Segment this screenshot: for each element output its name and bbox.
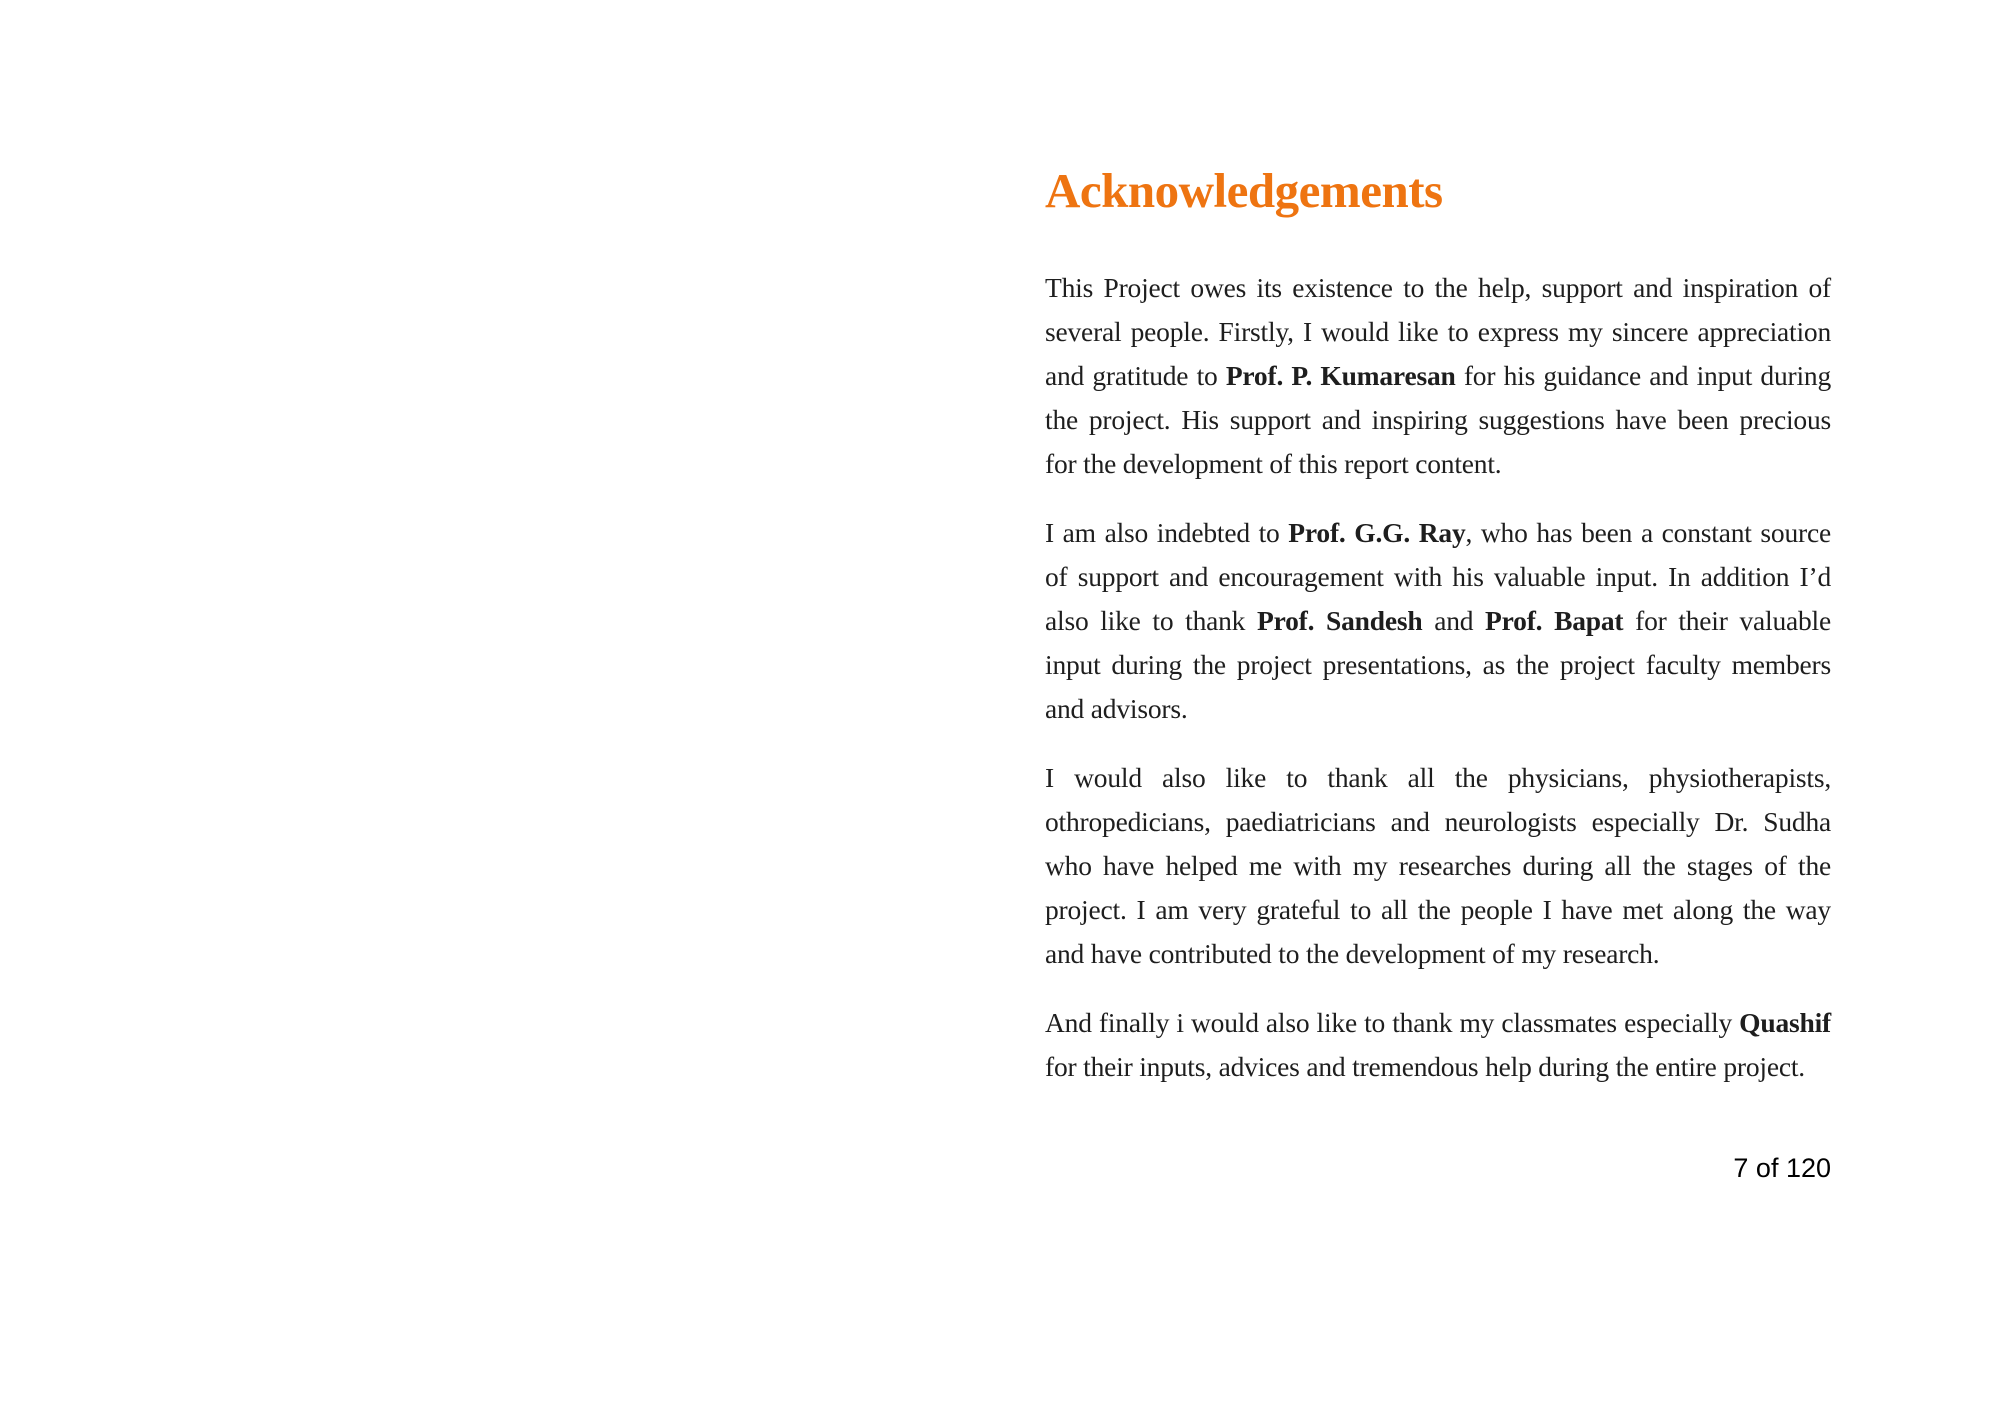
paragraph [1045, 511, 1831, 731]
text-run: I would also like to thank all the physicians, physiotherapists, othropedicians, paediatricians and neurologists especially Dr. Sudha who have helped me with my researches during all the stages of the project. I am very grateful to all the people I have met along the way and have contributed to the development of my research. [1045, 762, 1831, 969]
paragraph [1045, 756, 1831, 976]
text-run: , who has been a constant source of support and encouragement with his valuable input. In addition I’d also like to thank [1045, 517, 1831, 636]
page-title: Acknowledgements [1045, 163, 1443, 218]
text-run: for their inputs, advices and tremendous help during the entire project. [1045, 1051, 1805, 1082]
text-run: for his guidance and input during the project. His support and inspiring suggestions have been precious for the development of this report content. [1045, 360, 1832, 479]
text-run: for their valuable input during the project presentations, as the project faculty members and advisors. [1045, 605, 1831, 724]
bold-text-run: Prof. Sandesh [1256, 605, 1423, 636]
text-run: This Project owes its existence to the help, support and inspiration of several people. Firstly, I would like to express my sincere appreciation and gratitude to [1045, 272, 1831, 391]
text-run: I am also indebted to [1045, 517, 1289, 548]
body-paragraphs [1045, 266, 1831, 1089]
bold-text-run: Prof. G.G. Ray [1288, 517, 1466, 548]
content-column [1045, 163, 1832, 1183]
page-number: 7 of 120 [1733, 1153, 1831, 1183]
text-run: And finally i would also like to thank my classmates especially [1045, 1007, 1740, 1038]
bold-text-run: Quashif [1739, 1007, 1831, 1038]
bold-text-run: Prof. Bapat [1485, 605, 1624, 636]
bold-text-run: Prof. P. Kumaresan [1225, 360, 1456, 391]
paragraph [1045, 266, 1831, 486]
paragraph [1045, 1001, 1831, 1089]
text-run: and [1422, 605, 1486, 636]
